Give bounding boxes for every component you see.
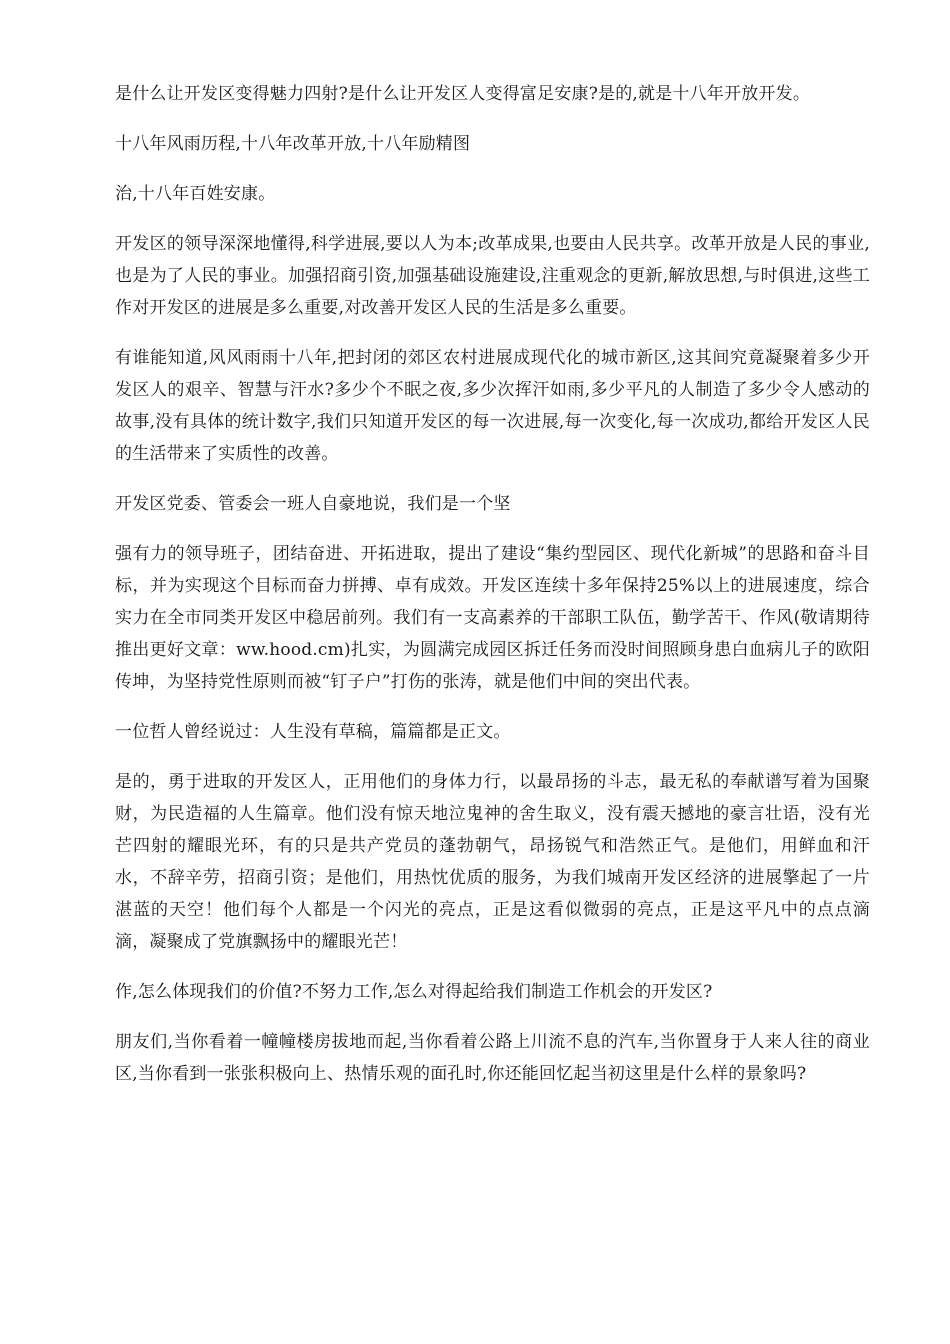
paragraph-8: 一位哲人曾经说过：人生没有草稿，篇篇都是正文。 — [115, 722, 511, 742]
paragraph-4: 开发区的领导深深地懂得,科学进展,要以人为本;改革成果,也要由人民共享。改革开放是人民的事业,也是为了人民的事业。加强招商引资,加强基础设施建设,注重观念的更新,解放思想,与时俱进,这些工作对开发区的进展是多么重要,对改善开发区人民的生活是多么重要。 — [115, 234, 870, 318]
paragraph-5: 有谁能知道,风风雨雨十八年,把封闭的郊区农村进展成现代化的城市新区,这其间究竟凝聚着多少开发区人的艰辛、智慧与汗水?多少个不眠之夜,多少次挥汗如雨,多少平凡的人制造了多少令人感动的故事,没有具体的统计数字,我们只知道开发区的每一次进展,每一次变化,每一次成功,都给开发区人民的生活带来了实质性的改善。 — [115, 348, 870, 464]
document-body — [115, 78, 870, 1108]
paragraph-3: 治,十八年百姓安康。 — [115, 184, 276, 204]
paragraph-7: 强有力的领导班子，团结奋进、开拓进取，提出了建设“集约型园区、现代化新城”的思路和奋斗目标，并为实现这个目标而奋力拼搏、卓有成效。开发区连续十多年保持25%以上的进展速度，综合实力在全市同类开发区中稳居前列。我们有一支高素养的干部职工队伍，勤学苦干、作风(敬请期待推出更好文章：ww.hood.cm)扎实，为圆满完成园区拆迁任务而没时间照顾身患白血病儿子的欧阳传坤，为坚持党性原则而被“钉子户”打伤的张涛，就是他们中间的突出代表。 — [115, 544, 870, 692]
paragraph-9: 是的，勇于进取的开发区人，正用他们的身体力行，以最昂扬的斗志，最无私的奉献谱写着为国聚财，为民造福的人生篇章。他们没有惊天地泣鬼神的舍生取义，没有震天撼地的豪言壮语，没有光芒四射的耀眼光环，有的只是共产党员的蓬勃朝气，昂扬锐气和浩然正气。是他们，用鲜血和汗水，不辞辛劳，招商引资；是他们，用热忱优质的服务，为我们城南开发区经济的进展擎起了一片湛蓝的天空！他们每个人都是一个闪光的亮点，正是这看似微弱的亮点，正是这平凡中的点点滴滴，凝聚成了党旗飘扬中的耀眼光芒！ — [115, 772, 870, 952]
paragraph-2: 十八年风雨历程,十八年改革开放,十八年励精图 — [115, 134, 471, 154]
paragraph-11: 朋友们,当你看着一幢幢楼房拔地而起,当你看着公路上川流不息的汽车,当你置身于人来人往的商业区,当你看到一张张积极向上、热情乐观的面孔时,你还能回忆起当初这里是什么样的景象吗? — [115, 1032, 870, 1084]
paragraph-10: 作,怎么体现我们的价值?不努力工作,怎么对得起给我们制造工作机会的开发区? — [115, 982, 713, 1002]
paragraph-6: 开发区党委、管委会一班人自豪地说，我们是一个坚 — [115, 494, 511, 514]
paragraph-1: 是什么让开发区变得魅力四射?是什么让开发区人变得富足安康?是的,就是十八年开放开发。 — [115, 84, 811, 104]
